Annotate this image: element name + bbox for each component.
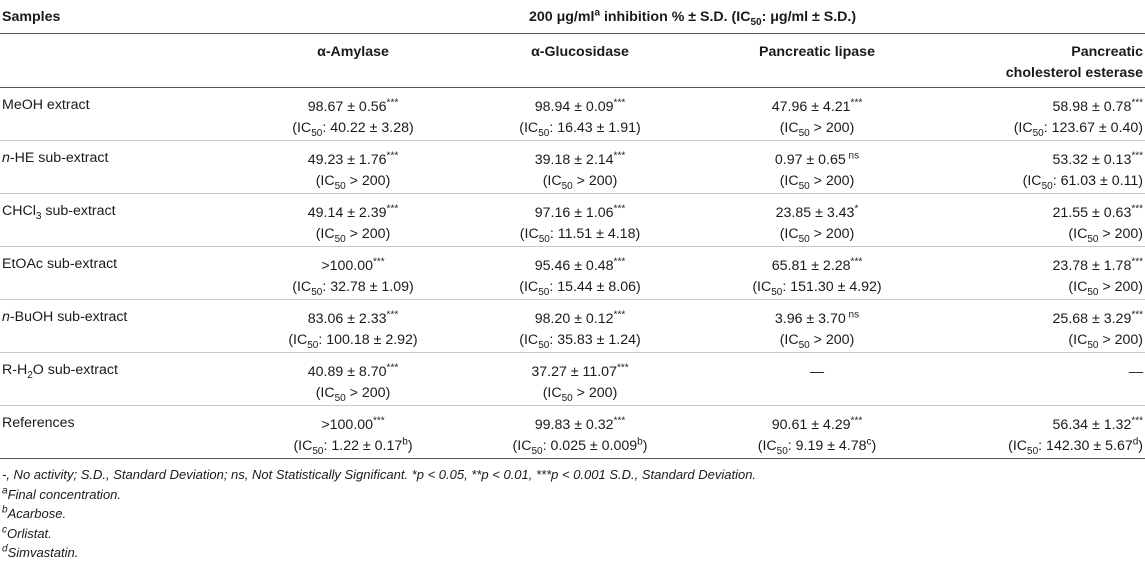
inhibition-value: 53.32 ± 0.13*** xyxy=(1052,150,1144,168)
inhibition-value: 98.94 ± 0.09*** xyxy=(534,97,626,115)
value-cell-cholesterol-esterase xyxy=(940,247,1145,300)
ic50-value: ($IC_{50}$: 16.43 ± 1.91) xyxy=(519,120,641,139)
inhibition-value: 97.16 ± 1.06*** xyxy=(534,203,626,221)
table-row xyxy=(0,353,1145,406)
no-activity-dash: — xyxy=(809,364,825,380)
ic50-value: $(IC_{50} > 200)$ xyxy=(1068,332,1144,351)
value-cell-lipase xyxy=(694,88,940,141)
inhibition-value: 58.98 ± 0.78*** xyxy=(1052,97,1144,115)
col-header-amylase: α-Amylase xyxy=(317,44,389,60)
sample-name: n-HE sub-extract xyxy=(0,141,240,194)
value-cell-lipase xyxy=(694,300,940,353)
table-footnotes xyxy=(0,459,1145,563)
ic50-value: $(IC_{50} > 200)$ xyxy=(779,332,855,351)
ic50-value: $(IC_{50} > 200)$ xyxy=(542,385,618,404)
sample-name: EtOAc sub-extract xyxy=(0,247,240,300)
inhibition-value: 3.96 ± 3.70 $^{ns}$ xyxy=(774,309,860,327)
value-cell-amylase xyxy=(240,247,466,300)
value-cell-cholesterol-esterase xyxy=(940,88,1145,141)
value-cell-glucosidase xyxy=(466,194,694,247)
footnote-main: -, No activity; S.D., Standard Deviation; ns, Not Statistically Significant. *p < 0.05, **p < 0.01, ***p < 0.001 S.D., Standard Deviation. xyxy=(2,467,757,482)
inhibition-value: 39.18 ± 2.14*** xyxy=(534,150,626,168)
ic50-value: $(IC_{50} > 200)$ xyxy=(779,120,855,139)
ic50-value: ($IC_{50}$: 151.30 ± 4.92) xyxy=(752,279,882,298)
footnote-d: $^d$Simvastatin. xyxy=(2,543,79,560)
value-cell-amylase xyxy=(240,406,466,459)
samples-header: Samples xyxy=(0,0,240,34)
value-cell-glucosidase xyxy=(466,88,694,141)
inhibition-value: >100.00*** xyxy=(321,256,385,274)
value-cell-amylase xyxy=(240,88,466,141)
value-cell-cholesterol-esterase xyxy=(940,194,1145,247)
sample-name: MeOH extract xyxy=(0,88,240,141)
value-cell-cholesterol-esterase xyxy=(940,141,1145,194)
inhibition-value: 49.14 ± 2.39*** xyxy=(307,203,399,221)
table-row xyxy=(0,406,1145,459)
value-cell-lipase xyxy=(694,406,940,459)
inhibition-value: 56.34 ± 1.32*** xyxy=(1052,415,1144,433)
inhibition-value: 49.23 ± 1.76*** xyxy=(307,150,399,168)
value-cell-glucosidase xyxy=(466,353,694,406)
value-cell-cholesterol-esterase xyxy=(940,406,1145,459)
value-cell-lipase xyxy=(694,141,940,194)
ic50-value: ($IC_{50}$: 123.67 ± 0.40) xyxy=(1013,120,1144,139)
inhibition-value: 83.06 ± 2.33*** xyxy=(307,309,399,327)
inhibition-value: 23.85 ± 3.43* xyxy=(775,203,859,221)
value-cell-glucosidase xyxy=(466,247,694,300)
value-cell-amylase xyxy=(240,141,466,194)
inhibition-value: 99.83 ± 0.32*** xyxy=(534,415,626,433)
ic50-value: $(IC_{50} > 200)$ xyxy=(315,226,391,245)
col-header-lipase: Pancreatic lipase xyxy=(759,44,875,60)
inhibition-value: 98.20 ± 0.12*** xyxy=(534,309,626,327)
ic50-value: ($IC_{50}$: 40.22 ± 3.28) xyxy=(292,120,414,139)
ic50-value: $(IC_{50} > 200)$ xyxy=(779,173,855,192)
ic50-value: ($IC_{50}$: 11.51 ± 4.18) xyxy=(519,226,641,245)
ic50-value: ($IC_{50}$: 142.30 ± 5.67$^d$) xyxy=(1008,436,1144,457)
table-row xyxy=(0,247,1145,300)
table-row xyxy=(0,300,1145,353)
inhibition-value: 21.55 ± 0.63*** xyxy=(1052,203,1144,221)
inhibition-value: 90.61 ± 4.29*** xyxy=(771,415,863,433)
col-header-glucosidase: α-Glucosidase xyxy=(531,44,629,60)
sample-name: n-BuOH sub-extract xyxy=(0,300,240,353)
group-header: 200 $\mu g/ml^a$ inhibition % ± S.D. ($IC_{50}$: μg/ml ± S.D.) xyxy=(240,0,1145,34)
inhibition-value: 40.89 ± 8.70*** xyxy=(307,362,399,380)
ic50-value: $(IC_{50} > 200)$ xyxy=(1068,279,1144,298)
value-cell-cholesterol-esterase xyxy=(940,353,1145,406)
sample-name: CHCl$_3$ sub-extract xyxy=(0,194,240,247)
value-cell-cholesterol-esterase xyxy=(940,300,1145,353)
ic50-value: ($IC_{50}$: 9.19 ± 4.78$^c$) xyxy=(757,436,877,457)
table-row xyxy=(0,141,1145,194)
value-cell-lipase xyxy=(694,194,940,247)
inhibition-value: 0.97 ± 0.65 $^{ns}$ xyxy=(774,150,860,168)
ic50-value: ($IC_{50}$: 100.18 ± 2.92) xyxy=(288,332,418,351)
inhibition-value: 47.96 ± 4.21*** xyxy=(771,97,863,115)
inhibition-value: 25.68 ± 3.29*** xyxy=(1052,309,1144,327)
no-activity-dash: — xyxy=(1128,364,1144,380)
ic50-value: ($IC_{50}$: 35.83 ± 1.24) xyxy=(519,332,641,351)
sample-name: References xyxy=(0,406,240,459)
value-cell-amylase xyxy=(240,353,466,406)
value-cell-glucosidase xyxy=(466,406,694,459)
ic50-value: ($IC_{50}$: 0.025 ± 0.009$^b$) xyxy=(512,436,648,457)
inhibition-value: 65.81 ± 2.28*** xyxy=(771,256,863,274)
inhibition-value: >100.00*** xyxy=(321,415,385,433)
footnote-c: $^c$Orlistat. xyxy=(2,524,52,541)
inhibition-value: 23.78 ± 1.78*** xyxy=(1052,256,1144,274)
value-cell-lipase xyxy=(694,247,940,300)
inhibition-value: 98.67 ± 0.56*** xyxy=(307,97,399,115)
ic50-value: $(IC_{50} > 200)$ xyxy=(1068,226,1144,245)
ic50-value: ($IC_{50}$: 61.03 ± 0.11) xyxy=(1022,173,1144,192)
inhibition-value: 95.46 ± 0.48*** xyxy=(534,256,626,274)
ic50-value: $(IC_{50} > 200)$ xyxy=(542,173,618,192)
value-cell-glucosidase xyxy=(466,300,694,353)
ic50-value: ($IC_{50}$: 15.44 ± 8.06) xyxy=(519,279,641,298)
value-cell-lipase xyxy=(694,353,940,406)
sample-name: $R-H_2O$ sub-extract xyxy=(0,353,240,406)
table-row xyxy=(0,88,1145,141)
ic50-value: ($IC_{50}$: 32.78 ± 1.09) xyxy=(292,279,414,298)
col-header-cholesterol-esterase: Pancreatic cholesterol esterase xyxy=(1005,44,1144,81)
table-row xyxy=(0,194,1145,247)
footnote-a: $^a$Final concentration. xyxy=(2,485,122,502)
ic50-value: ($IC_{50}$: 1.22 ± 0.17$^b$) xyxy=(293,436,413,457)
empty-header-cell xyxy=(0,34,240,88)
footnote-b: $^b$Acarbose. xyxy=(2,504,67,521)
inhibition-value: 37.27 ± 11.07*** xyxy=(531,362,629,380)
value-cell-amylase xyxy=(240,300,466,353)
value-cell-glucosidase xyxy=(466,141,694,194)
value-cell-amylase xyxy=(240,194,466,247)
ic50-value: $(IC_{50} > 200)$ xyxy=(315,385,391,404)
ic50-value: $(IC_{50} > 200)$ xyxy=(315,173,391,192)
ic50-value: $(IC_{50} > 200)$ xyxy=(779,226,855,245)
